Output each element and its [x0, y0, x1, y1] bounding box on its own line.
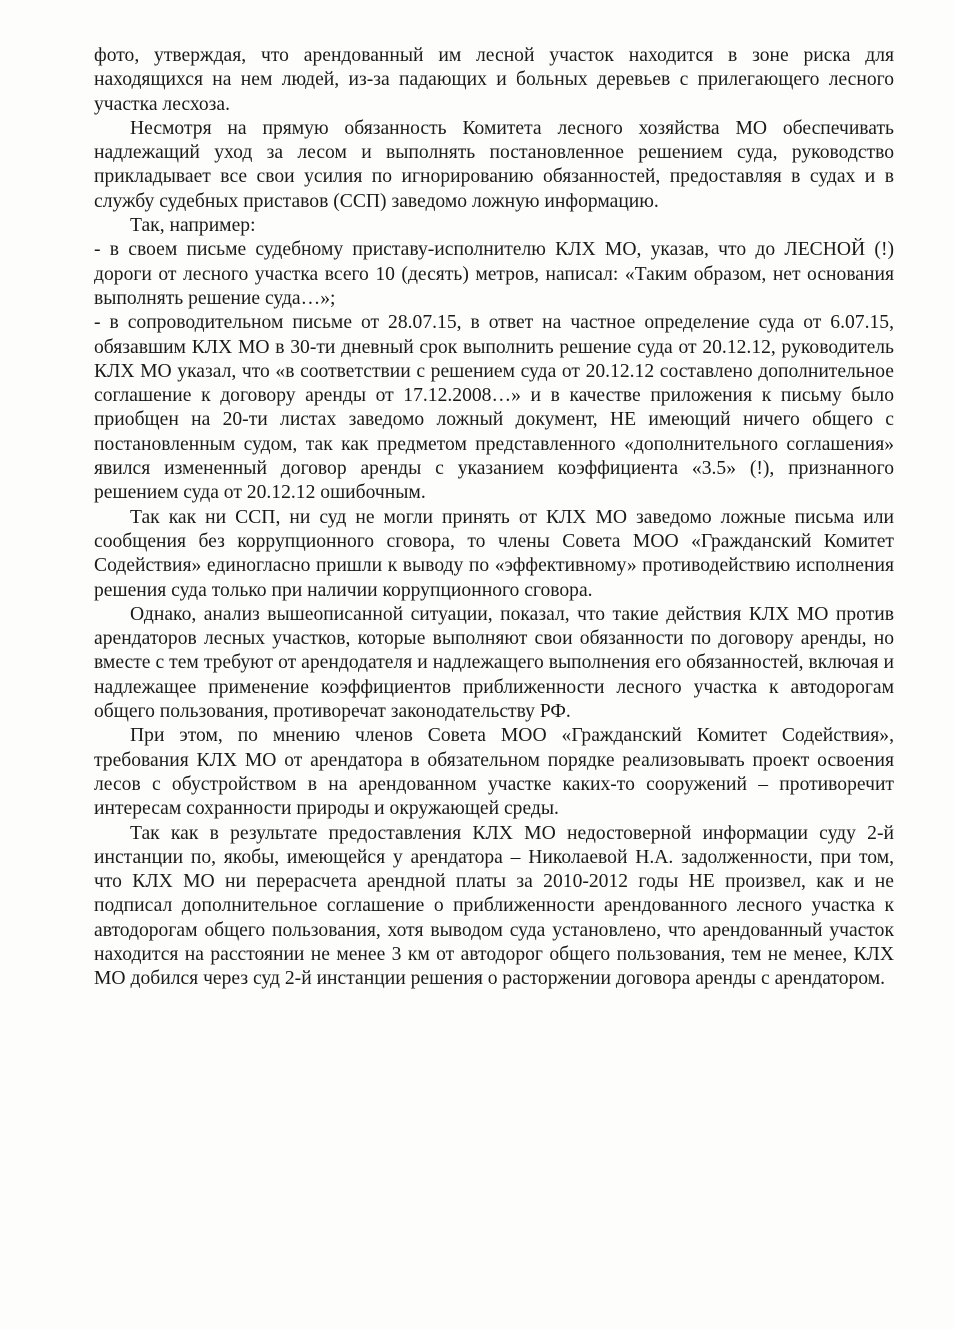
paragraph-conclusion: Так как в результате предоставления КЛХ МО недостоверной информации суду 2-й инстанции по, якобы, имеющейся у арендатора – Николаевой Н.А. задолженности, при том, что КЛХ МО ни перерасчета арендной платы за 2010-2012 годы НЕ произвел, как и не подписал дополнительное соглашение о приближенности арендованного лесного участка к автодорогам общего пользования, хотя выводом суда установлено, что арендованный участок находится на расстоянии не менее 3 км от автодорог общего пользования, тем не менее, КЛХ МО добился через суд 2-й инстанции решения о расторжении договора аренды с арендатором.	[94, 822, 894, 990]
paragraph-council-opinion: При этом, по мнению членов Совета МОО «Гражданский Комитет Содействия», требования КЛХ МО от арендатора в обязательном порядке реализовывать проект освоения лесов с обустройством в на арендованном участке каких-то сооружений – противоречит интересам сохранности природы и окружающей среды.	[94, 725, 894, 820]
document-body	[94, 44, 894, 992]
paragraph-continuation: фото, утверждая, что арендованный им лесной участок находится в зоне риска для находящихся на нем людей, из-за падающих и больных деревьев с прилегающего лесного участка лесхоза.	[94, 45, 894, 115]
paragraph-bullet-cover-letter: - в сопроводительном письме от 28.07.15, в ответ на частное определение суда от 6.07.15, обязавшим КЛХ МО в 30-ти дневный срок выполнить решение суда от 20.12.12, руководитель КЛХ МО указал, что «в соответствии с решением суда от 20.12.12 составлено дополнительное соглашение к договору аренды от 17.12.2008…» и в качестве приложения к письму было приобщен на 20-ти листах заведомо ложный документ, НЕ имеющий ничего общего с постановленным судом, так как предметом представленного «дополнительного соглашения» явился измененный договор аренды с указанием коэффициента «3.5» (!), признанного решением суда от 20.12.12 ошибочным.	[94, 312, 894, 504]
paragraph-bullet-letter: - в своем письме судебному приставу-исполнителю КЛХ МО, указав, что до ЛЕСНОЙ (!) дороги от лесного участка всего 10 (десять) метров, написал: «Таким образом, нет основания выполнять решение суда…»;	[94, 239, 894, 309]
paragraph-example-intro: Так, например:	[130, 215, 256, 237]
paragraph-analysis: Однако, анализ вышеописанной ситуации, показал, что такие действия КЛХ МО против арендаторов лесных участков, которые выполняют свои обязанности по договору аренды, но вместе с тем требуют от арендодателя и надлежащего выполнения его обязанностей, включая и надлежащее применение коэффициентов приближенности лесного участка к автодорогам общего пользования, противоречат законодательству РФ.	[94, 603, 894, 723]
paragraph-corruption: Так как ни ССП, ни суд не могли принять от КЛХ МО заведомо ложные письма или сообщения без коррупционного сговора, то члены Совета МОО «Гражданский Комитет Содействия» единогласно пришли к выводу по «эффективному» противодействию исполнения решения суда только при наличии коррупционного сговора.	[94, 506, 894, 601]
paragraph-obligation: Несмотря на прямую обязанность Комитета лесного хозяйства МО обеспечивать надлежащий уход за лесом и выполнять постановленное решением суда, руководство прикладывает все свои усилия по игнорированию обязанностей, предоставляя в судах и в службу судебных приставов (ССП) заведомо ложную информацию.	[94, 117, 894, 212]
